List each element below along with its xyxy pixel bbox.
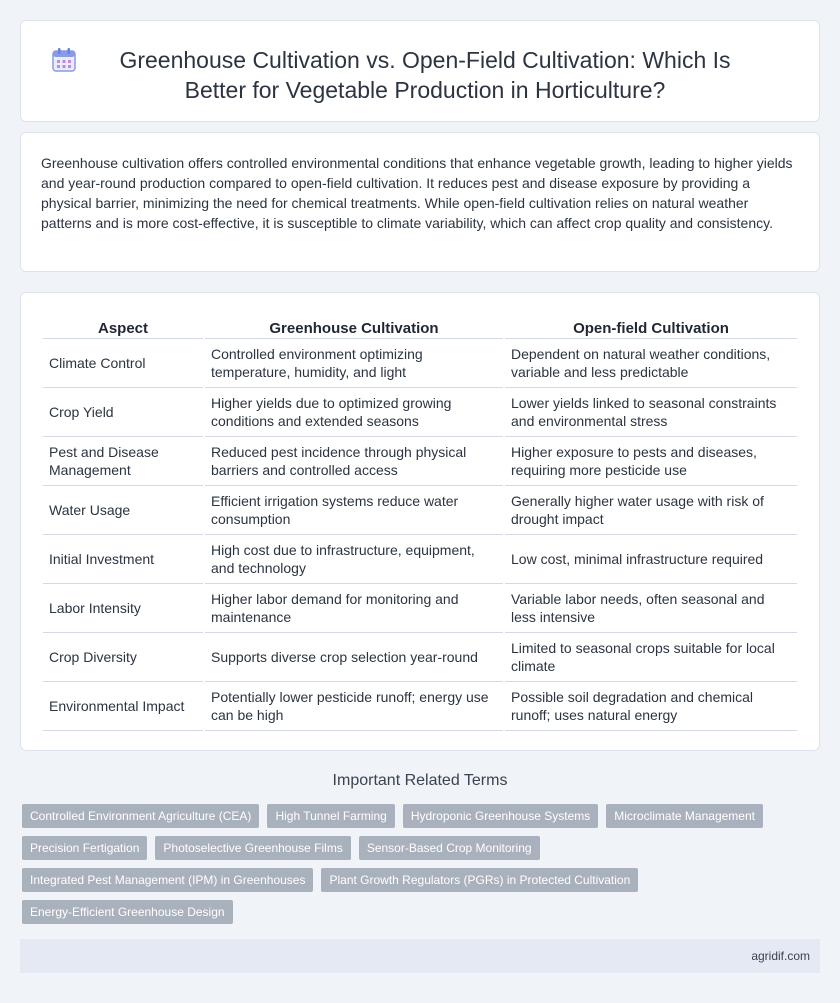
open-field-cell: Variable labor needs, often seasonal and less intensive xyxy=(505,584,797,633)
table-row xyxy=(43,633,797,682)
term-tag[interactable]: Plant Growth Regulators (PGRs) in Protected Cultivation xyxy=(321,868,638,892)
open-field-cell: Dependent on natural weather conditions, variable and less predictable xyxy=(505,339,797,388)
term-tag[interactable]: Hydroponic Greenhouse Systems xyxy=(403,804,598,828)
aspect-cell: Labor Intensity xyxy=(43,584,203,633)
term-tag[interactable]: Precision Fertigation xyxy=(22,836,147,860)
related-terms-list xyxy=(22,804,802,932)
open-field-cell: Limited to seasonal crops suitable for local climate xyxy=(505,633,797,682)
open-field-cell: Generally higher water usage with risk of drought impact xyxy=(505,486,797,535)
intro-card xyxy=(20,132,820,272)
related-terms-title: Important Related Terms xyxy=(332,772,508,789)
table-row xyxy=(43,437,797,486)
header-open-field: Open-field Cultivation xyxy=(505,313,797,339)
open-field-cell: Lower yields linked to seasonal constraints and environmental stress xyxy=(505,388,797,437)
footer-site-link[interactable]: agridif.com xyxy=(751,949,810,963)
table-row xyxy=(43,486,797,535)
term-tag[interactable]: Microclimate Management xyxy=(606,804,763,828)
term-tag[interactable]: Photoselective Greenhouse Films xyxy=(155,836,350,860)
open-field-cell: Low cost, minimal infrastructure required xyxy=(505,535,797,584)
greenhouse-cell: Efficient irrigation systems reduce water consumption xyxy=(205,486,503,535)
intro-paragraph: Greenhouse cultivation offers controlled environmental conditions that enhance vegetable growth, leading to higher yields and year-round production compared to open-field cultivation. It reduces pest and disease exposure by providing a physical barrier, minimizing the need for chemical treatments. While open-field cultivation relies on natural weather patterns and is more cost-effective, it is susceptible to climate variability, which can affect crop quality and consistency. xyxy=(41,155,793,231)
open-field-cell: Higher exposure to pests and diseases, requiring more pesticide use xyxy=(505,437,797,486)
table-header-row xyxy=(43,313,797,339)
footer xyxy=(20,939,820,973)
table-row xyxy=(43,339,797,388)
greenhouse-cell: Higher yields due to optimized growing conditions and extended seasons xyxy=(205,388,503,437)
aspect-cell: Environmental Impact xyxy=(43,682,203,731)
greenhouse-cell: Reduced pest incidence through physical barriers and controlled access xyxy=(205,437,503,486)
greenhouse-cell: Supports diverse crop selection year-round xyxy=(205,633,503,682)
term-tag[interactable]: High Tunnel Farming xyxy=(267,804,394,828)
term-tag[interactable]: Integrated Pest Management (IPM) in Greenhouses xyxy=(22,868,313,892)
greenhouse-cell: Controlled environment optimizing temperature, humidity, and light xyxy=(205,339,503,388)
table-row xyxy=(43,388,797,437)
aspect-cell: Initial Investment xyxy=(43,535,203,584)
open-field-cell: Possible soil degradation and chemical runoff; uses natural energy xyxy=(505,682,797,731)
header-greenhouse: Greenhouse Cultivation xyxy=(205,313,503,339)
greenhouse-cell: High cost due to infrastructure, equipment, and technology xyxy=(205,535,503,584)
table-row xyxy=(43,535,797,584)
term-tag[interactable]: Energy-Efficient Greenhouse Design xyxy=(22,900,233,924)
aspect-cell: Water Usage xyxy=(43,486,203,535)
aspect-cell: Climate Control xyxy=(43,339,203,388)
table-row xyxy=(43,584,797,633)
header-aspect: Aspect xyxy=(43,313,203,339)
aspect-cell: Crop Diversity xyxy=(43,633,203,682)
page-title: Greenhouse Cultivation vs. Open-Field Cultivation: Which Is Better for Vegetable Production in Horticulture? xyxy=(119,47,731,103)
term-tag[interactable]: Controlled Environment Agriculture (CEA) xyxy=(22,804,259,828)
aspect-cell: Pest and Disease Management xyxy=(43,437,203,486)
aspect-cell: Crop Yield xyxy=(43,388,203,437)
header-card xyxy=(20,20,820,122)
table-row xyxy=(43,682,797,731)
greenhouse-cell: Potentially lower pesticide runoff; energy use can be high xyxy=(205,682,503,731)
comparison-table xyxy=(41,313,799,731)
greenhouse-cell: Higher labor demand for monitoring and maintenance xyxy=(205,584,503,633)
comparison-table-card xyxy=(20,292,820,751)
term-tag[interactable]: Sensor-Based Crop Monitoring xyxy=(359,836,540,860)
